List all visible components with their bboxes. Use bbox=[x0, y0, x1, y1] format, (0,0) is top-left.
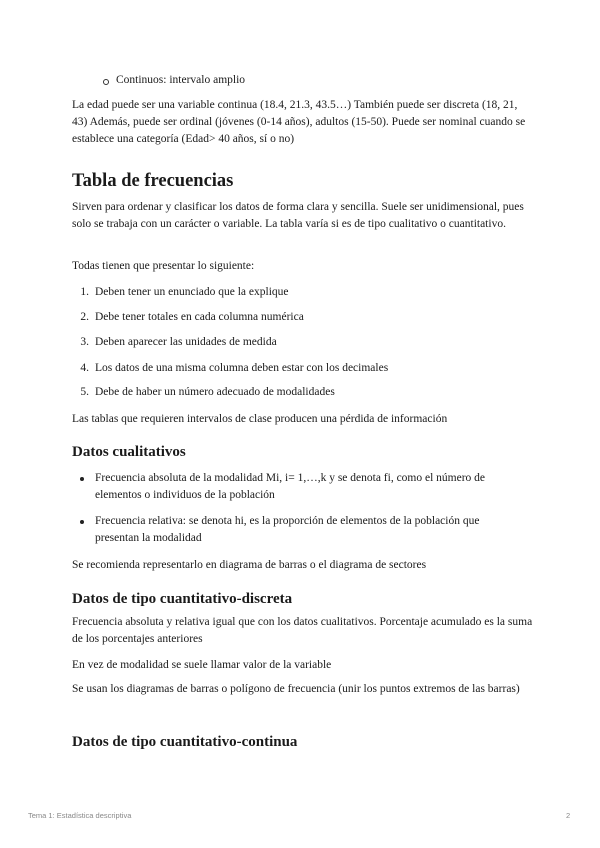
bullet-item-frecuencia-relativa: Frecuencia relativa: se denota hi, es la proporción de elementos de la población que presentan la modalidad bbox=[95, 515, 480, 544]
paragraph-intervalos: Las tablas que requieren intervalos de clase producen una pérdida de información bbox=[72, 413, 448, 425]
list-number: 3. bbox=[80, 336, 89, 348]
footer-title: Tema 1: Estadística descriptiva bbox=[28, 811, 132, 820]
dot-bullet-icon bbox=[80, 477, 84, 481]
heading-cuantitativo-discreta: Datos de tipo cuantitativo-discreta bbox=[72, 591, 293, 607]
numbered-item: Los datos de una misma columna deben estar con los decimales bbox=[95, 362, 389, 374]
numbered-item: Debe de haber un número adecuado de modalidades bbox=[95, 386, 335, 398]
heading-datos-cualitativos: Datos cualitativos bbox=[72, 444, 186, 460]
paragraph-discreta-1: Frecuencia absoluta y relativa igual que con los datos cualitativos. Porcentaje acumulado es la suma de los porcentajes anteriores bbox=[72, 616, 533, 645]
paragraph-discreta-2: En vez de modalidad se suele llamar valor de la variable bbox=[72, 659, 332, 671]
heading-tabla-frecuencias: Tabla de frecuencias bbox=[72, 171, 234, 191]
bullet-item-frecuencia-absoluta: Frecuencia absoluta de la modalidad Mi, i= 1,…,k y se denota fi, como el número de elementos o individuos de la población bbox=[95, 472, 486, 501]
paragraph-discreta-3: Se usan los diagramas de barras o polígono de frecuencia (unir los puntos extremos de las barras) bbox=[72, 683, 520, 695]
circle-bullet-icon bbox=[103, 79, 109, 85]
paragraph-todas: Todas tienen que presentar lo siguiente: bbox=[72, 260, 255, 272]
list-number: 2. bbox=[80, 311, 89, 323]
heading-cuantitativo-continua: Datos de tipo cuantitativo-continua bbox=[72, 734, 298, 750]
list-item-continuos: Continuos: intervalo amplio bbox=[116, 74, 246, 86]
list-number: 4. bbox=[80, 362, 89, 374]
numbered-item: Deben aparecer las unidades de medida bbox=[95, 336, 277, 348]
list-number: 1. bbox=[80, 286, 89, 298]
footer-page-number: 2 bbox=[566, 811, 571, 820]
paragraph-recomienda: Se recomienda representarlo en diagrama de barras o el diagrama de sectores bbox=[72, 559, 427, 571]
dot-bullet-icon bbox=[80, 520, 84, 524]
paragraph-tabla: Sirven para ordenar y clasificar los datos de forma clara y sencilla. Suele ser unidimensional, pues solo se trabaja con un carácter o variable. La tabla varía si es de tipo cualitativo o cuantitativo. bbox=[72, 201, 524, 230]
numbered-item: Debe tener totales en cada columna numérica bbox=[95, 311, 304, 323]
numbered-item: Deben tener un enunciado que la explique bbox=[95, 286, 289, 298]
paragraph-edad: La edad puede ser una variable continua (18.4, 21.3, 43.5…) También puede ser discreta (18, 21, 43) Además, puede ser ordinal (jóvenes (0-14 años), adultos (15-50). Puede ser nominal cuando se establece una categoría (Edad> 40 años, sí o no) bbox=[72, 99, 526, 145]
list-number: 5. bbox=[80, 386, 89, 398]
